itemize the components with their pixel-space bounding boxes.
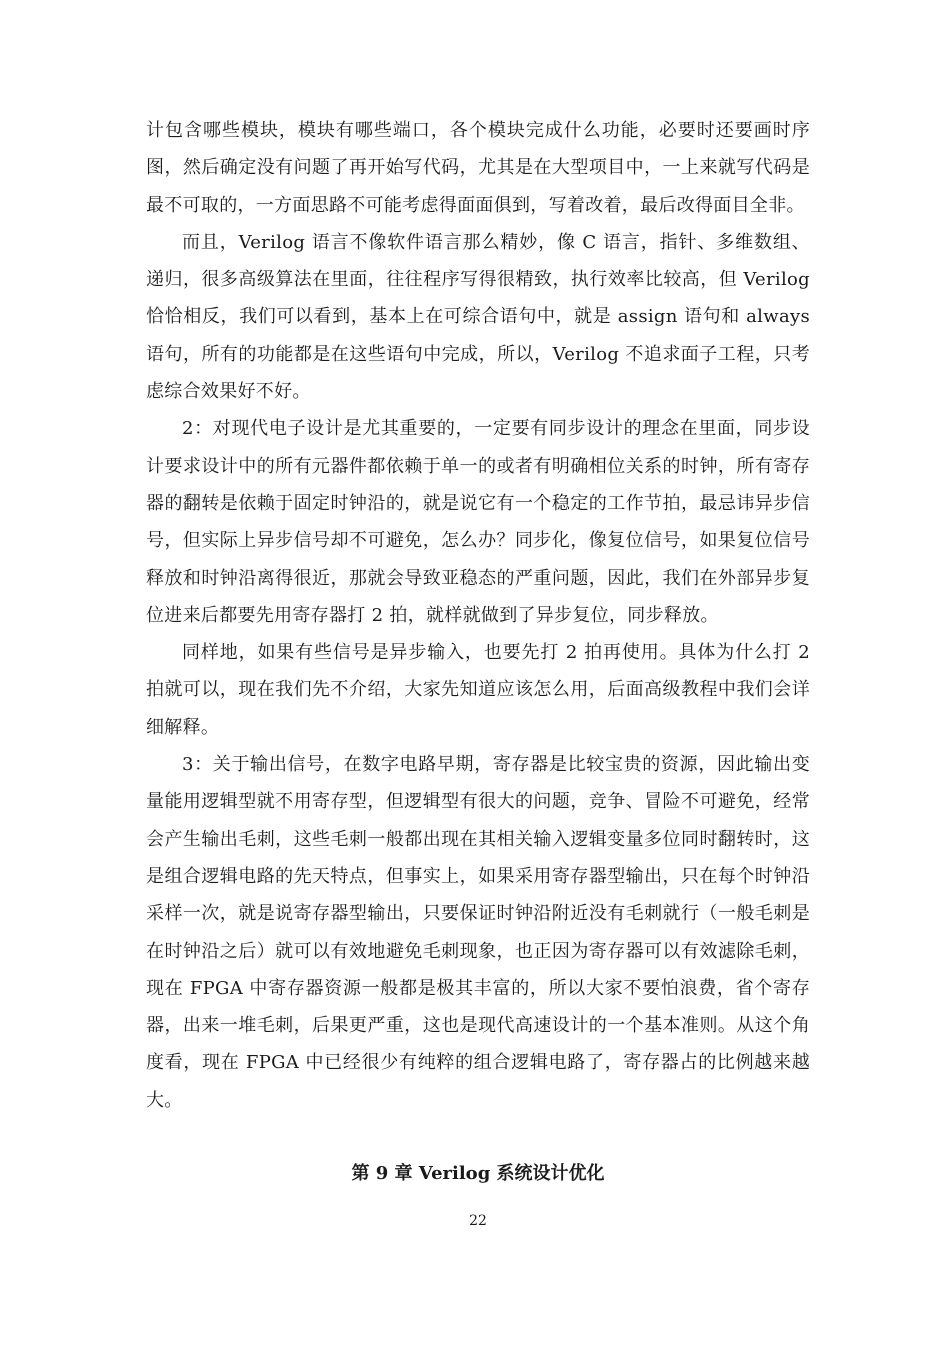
chapter-heading: 第 9 章 Verilog 系统设计优化 [351,1163,605,1184]
body-text [146,112,810,1119]
paragraph-async-input: 同样地，如果有些信号是异步输入，也要先打 2 拍再使用。具体为什么打 2 拍就可以，现在我们先不介绍，大家先知道应该怎么用，后面高级教程中我们会详细解释。 [146,642,810,738]
page-number: 22 [469,1213,487,1229]
paragraph-design-planning: 计包含哪些模块，模块有哪些端口，各个模块完成什么功能，必要时还要画时序图，然后确定没有问题了再开始写代码，尤其是在大型项目中，一上来就写代码是最不可取的，一方面思路不可能考虑得面面俱到，写着改着，最后改得面目全非。 [146,120,810,216]
paragraph-verilog-vs-software: 而且，Verilog 语言不像软件语言那么精妙，像 C 语言，指针、多维数组、递归，很多高级算法在里面，往往程序写得很精致，执行效率比较高，但 Verilog 恰恰相反，我们可以看到，基本上在可综合语句中，就是 assign 语句和 always 语句，所有的功能都是在这些语句中完成，所以，Verilog 不追求面子工程，只考虑综合效果好不好。 [146,231,810,403]
paragraph-synchronous-design: 2：对现代电子设计是尤其重要的，一定要有同步设计的理念在里面，同步设计要求设计中的所有元器件都依赖于单一的或者有明确相位关系的时钟，所有寄存器的翻转是依赖于固定时钟沿的，就是说它有一个稳定的工作节拍，最忌讳异步信号，但实际上异步信号却不可避免，怎么办？同步化，像复位信号，如果复位信号释放和时钟沿离得很近，那就会导致亚稳态的严重问题，因此，我们在外部异步复位进来后都要先用寄存器打 2 拍，就样就做到了异步复位，同步释放。 [146,418,810,626]
paragraph-output-signals: 3：关于输出信号，在数字电路早期，寄存器是比较宝贵的资源，因此输出变量能用逻辑型就不用寄存型，但逻辑型有很大的问题，竞争、冒险不可避免，经常会产生输出毛刺，这些毛刺一般都出现在其相关输入逻辑变量多位同时翻转时，这是组合逻辑电路的先天特点，但事实上，如果采用寄存器型输出，只在每个时钟沿采样一次，就是说寄存器型输出，只要保证时钟沿附近没有毛刺就行（一般毛刺是在时钟沿之后）就可以有效地避免毛刺现象，也正因为寄存器可以有效滤除毛刺，现在 FPGA 中寄存器资源一般都是极其丰富的，所以大家不要怕浪费，省个寄存器，出来一堆毛刺，后果更严重，这也是现代高速设计的一个基本准则。从这个角度看，现在 FPGA 中已经很少有纯粹的组合逻辑电路了，寄存器占的比例越来越大。 [146,754,810,1111]
